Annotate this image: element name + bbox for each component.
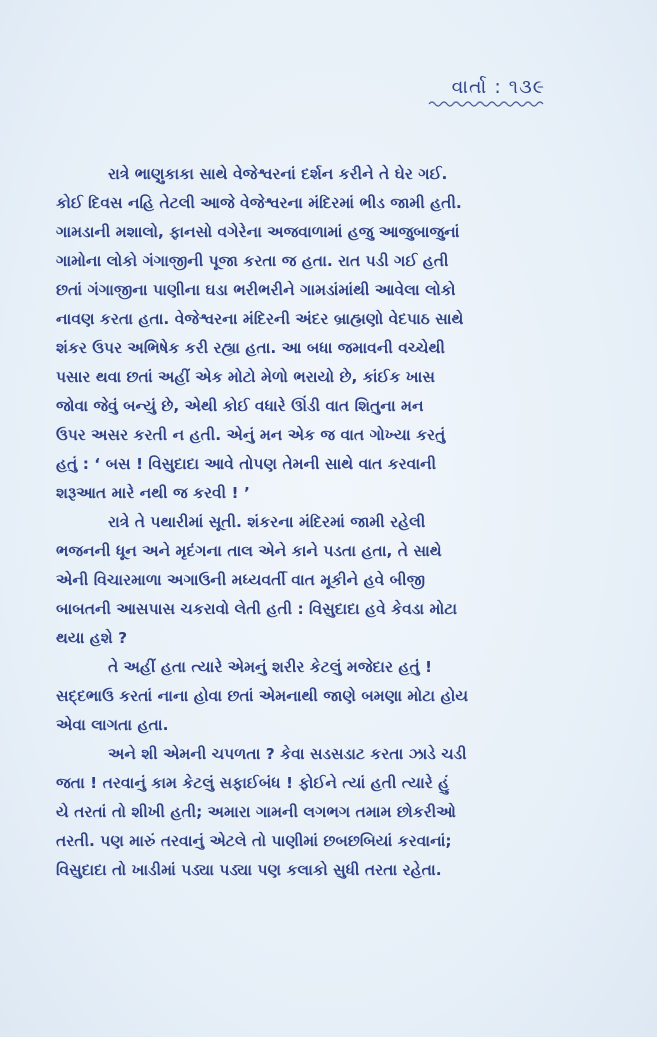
text-line: પસાર થવા છતાં અહીં એક મોટો મેળો ભરાયો છે, કાંઈક ખાસ [56, 368, 435, 386]
text-line: રાત્રે ભાણુકાકા સાથે વેજેશ્વરનાં દર્શન કરીને તે ઘેર ગઈ. [108, 165, 448, 183]
text-line: થયા હશે ? [56, 629, 128, 647]
text-line: સદ્દભાઉ કરતાં નાના હોવા છતાં એમનાથી જાણે બમણા મોટા હોય [56, 687, 469, 705]
text-line: જતા ! તરવાનું કામ કેટલું સફાઈબંધ ! ફોઈને ત્યાં હતી ત્યારે હું [56, 774, 450, 792]
text-line: ગામોના લોકો ગંગાજીની પૂજા કરતા જ હતા. રાત પડી ગઈ હતી [56, 252, 449, 270]
text-line: શરૂઆત મારે નથી જ કરવી ! ’ [56, 484, 250, 502]
text-line: વિસુદાદા તો ખાડીમાં પડ્યા પડ્યા પણ કલાકો સુધી તરતા રહેતા. [56, 861, 442, 879]
text-line: ભજનની ધૂન અને મૃદંગના તાલ એને કાને પડતા હતા, તે સાથે [56, 542, 442, 560]
text-line: હતું : ‘ બસ ! વિસુદાદા આવે તોપણ તેમની સાથે વાત કરવાની [56, 455, 437, 473]
text-line: શંકર ઉપર અભિષેક કરી રહ્યા હતા. આ બધા જમાવની વચ્ચેથી [56, 339, 445, 357]
paragraph-2 [56, 508, 604, 653]
text-line: બાબતની આસપાસ ચકરાવો લેતી હતી : વિસુદાદા હવે કેવડા મોટા [56, 600, 458, 618]
text-line: ગામડાની મશાલો, ફાનસો વગેરેના અજવાળામાં હજુ આજુબાજુનાં [56, 223, 460, 241]
paragraph-3 [56, 653, 604, 740]
text-line: એવા લાગતા હતા. [56, 716, 169, 734]
text-line: તરતી. પણ મારું તરવાનું એટલે તો પાણીમાં છબછબિયાં કરવાનાં; [56, 832, 452, 850]
text-line: એની વિચારમાળા અગાઉની મધ્યવર્તી વાત મૂકીને હવે બીજી [56, 571, 425, 589]
body-text [56, 160, 604, 885]
text-line: યે તરતાં તો શીખી હતી; અમારા ગામની લગભગ તમામ છોકરીઓ [56, 803, 456, 821]
text-line: કોઈ દિવસ નહિ તેટલી આજે વેજેશ્વરના મંદિરમાં ભીડ જામી હતી. [56, 194, 462, 212]
text-line: જોવા જેવું બન્યું છે, એથી કોઈ વધારે ઊંડી વાત શિતુના મન [56, 397, 424, 415]
text-line: રાત્રે તે પથારીમાં સૂતી. શંકરના મંદિરમાં જામી રહેલી [108, 513, 426, 531]
text-line: અને શી એમની ચપળતા ? કેવા સડસડાટ કરતા ઝાડે ચડી [108, 745, 467, 763]
running-title: વાર્તા : ૧૩૯ [451, 76, 545, 98]
text-line: તે અહીં હતા ત્યારે એમનું શરીર કેટલું મજેદાર હતું ! [108, 658, 433, 676]
squiggle-ornament [427, 100, 545, 108]
paragraph-4 [56, 740, 604, 885]
text-line: છતાં ગંગાજીના પાણીના ઘડા ભરીભરીને ગામડાંમાંથી આવેલા લોકો [56, 281, 456, 299]
paragraph-1 [56, 160, 604, 508]
text-line: નાવણ કરતા હતા. વેજેશ્વરના મંદિરની અંદર બ્રાહ્મણો વેદપાઠ સાથે [56, 310, 464, 328]
running-head [427, 76, 545, 108]
text-line: ઉપર અસર કરતી ન હતી. એનું મન એક જ વાત ગોખ્યા કરતું [56, 426, 446, 444]
